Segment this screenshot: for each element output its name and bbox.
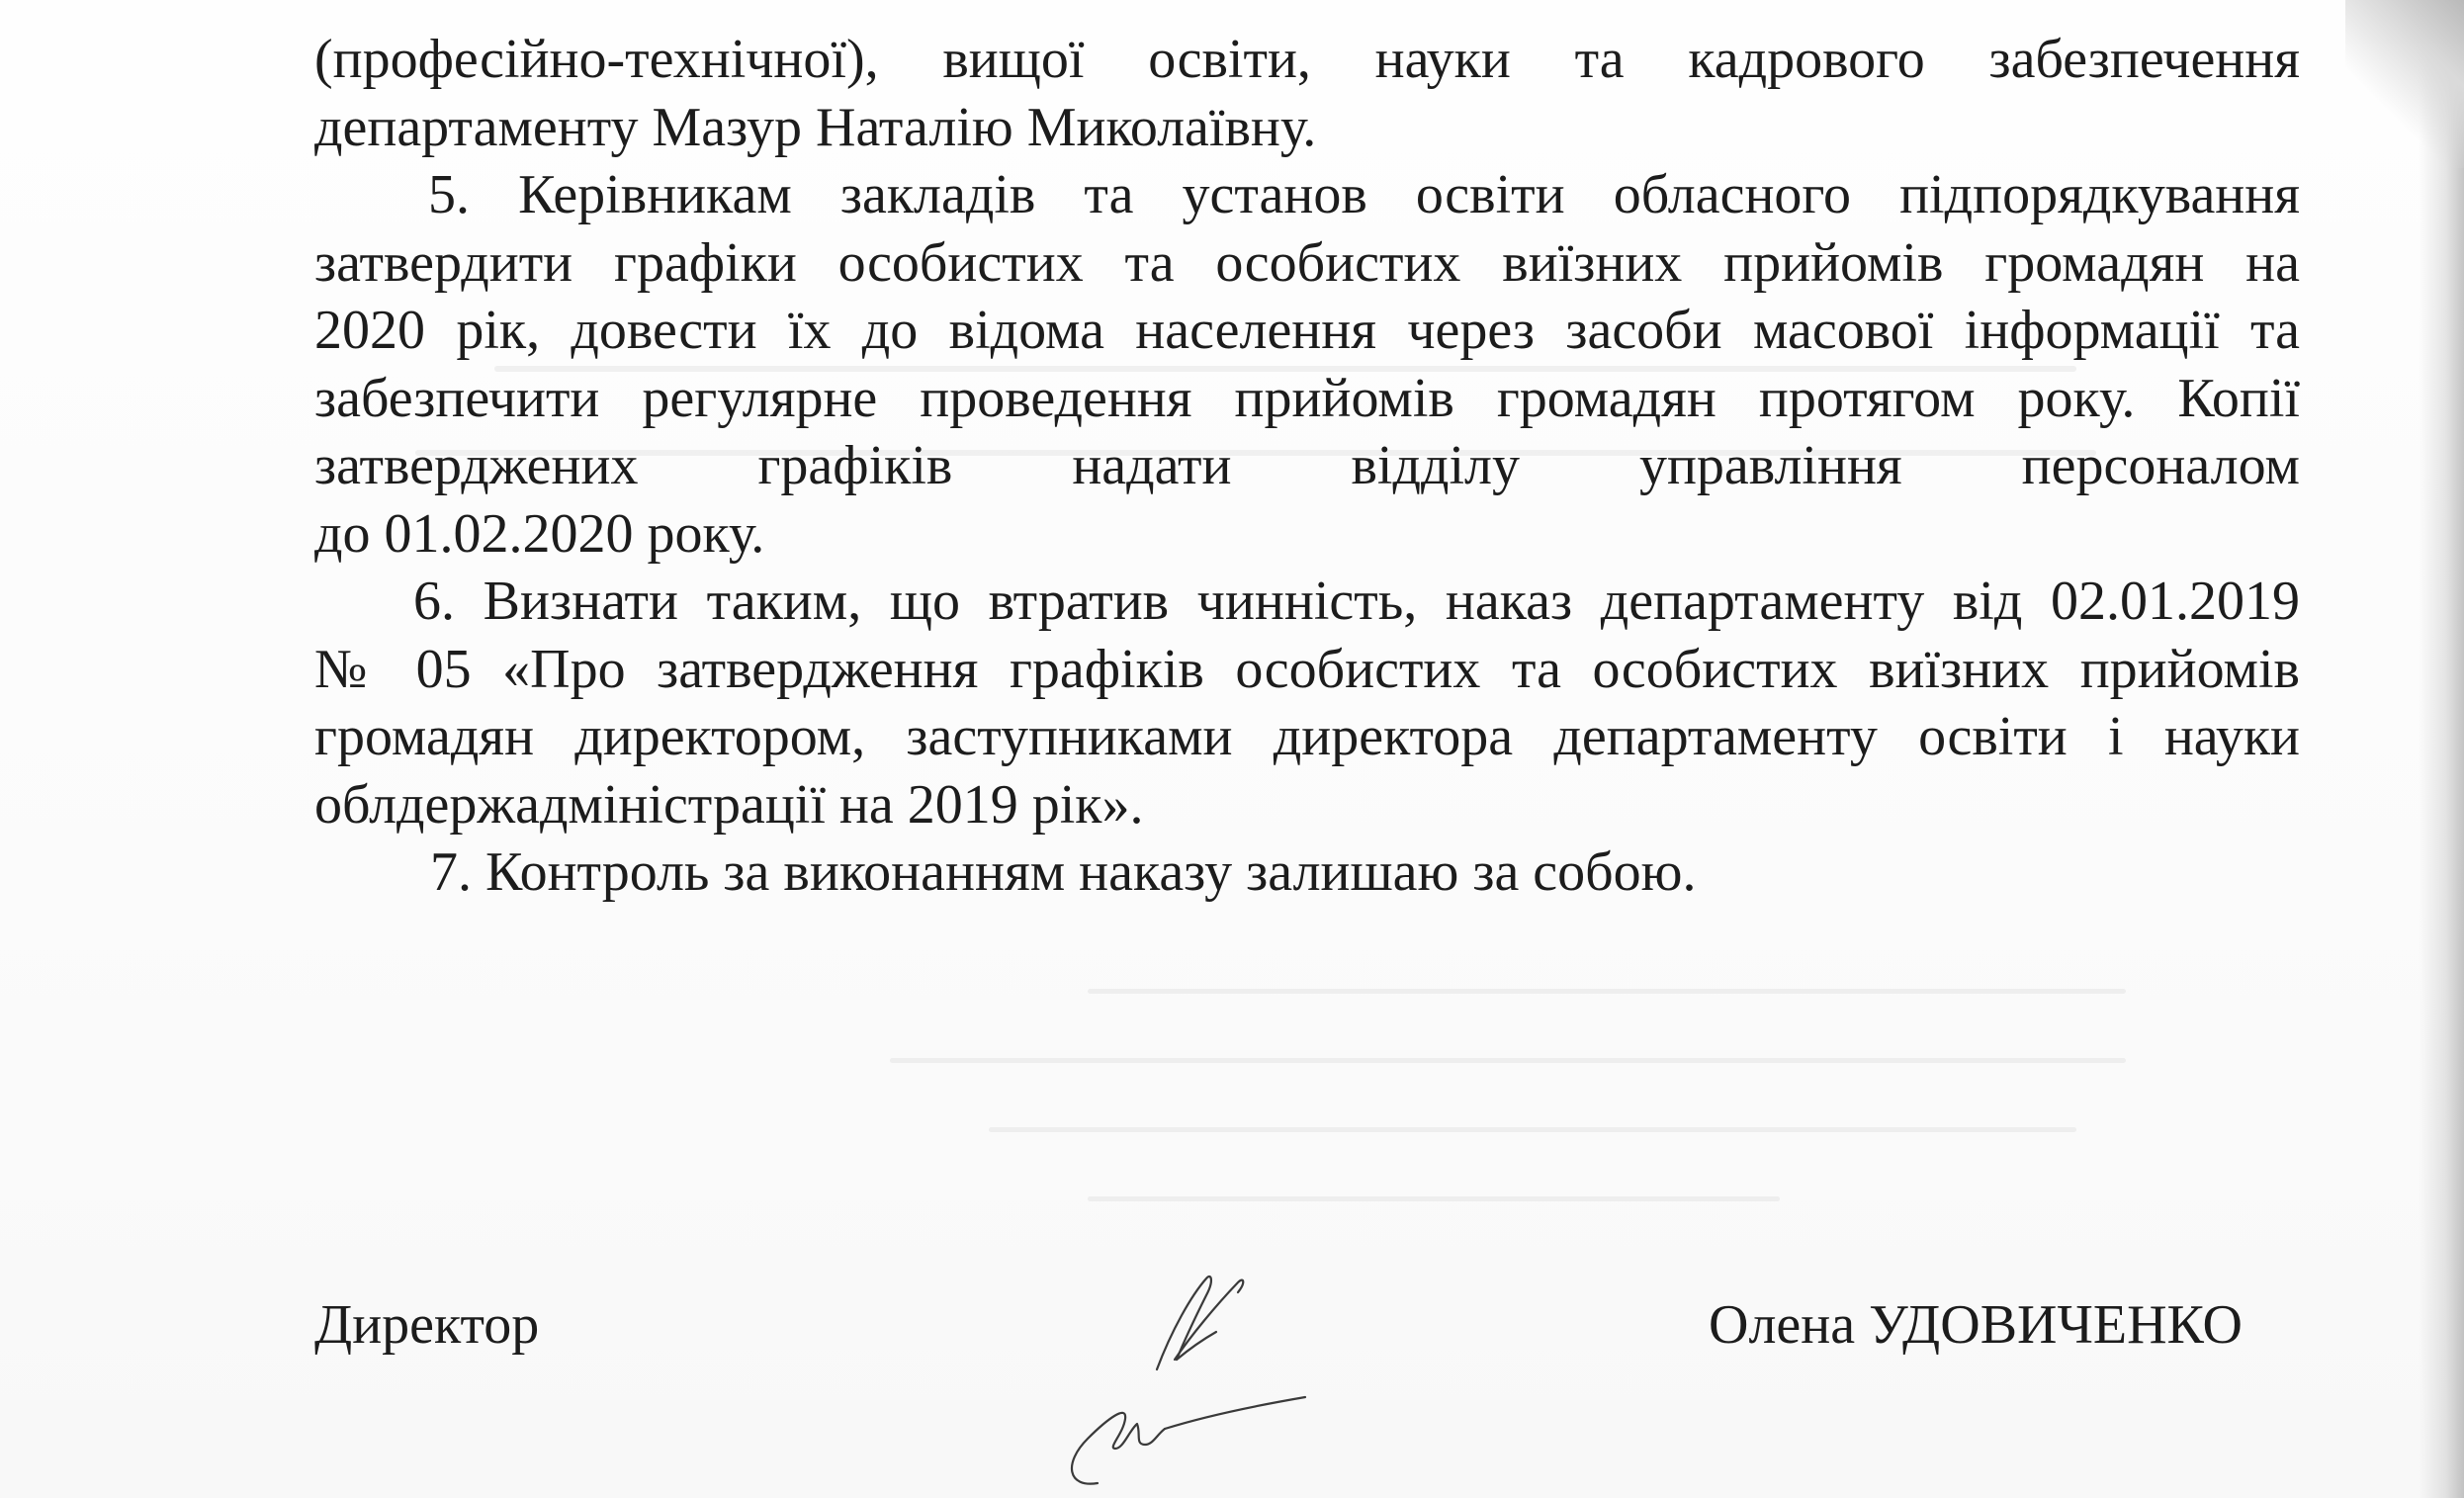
bleed-through-mark	[989, 1127, 2076, 1132]
text-line: до 01.02.2020 року.	[314, 502, 765, 565]
text-line: департаменту Мазур Наталію Миколаївну.	[314, 96, 1317, 158]
signer-name: Олена УДОВИЧЕНКО	[1709, 1294, 2243, 1356]
paragraph-item-6	[314, 568, 2300, 838]
paragraph-intro-tail	[314, 26, 2300, 161]
text-line: (професійно-технічної), вищої освіти, науки та кадрового забезпечення	[314, 29, 2300, 90]
document-body	[314, 26, 2300, 907]
text-line: 6. Визнати таким, що втратив чинність, наказ департаменту від 02.01.2019	[413, 571, 2300, 632]
paragraph-item-7	[314, 838, 2300, 907]
text-line: затверджених графіків надати відділу управління персоналом	[314, 435, 2300, 496]
text-line: № 05 «Про затвердження графіків особистих та особистих виїзних прийомів	[314, 638, 2300, 700]
text-line: забезпечити регулярне проведення прийомів громадян протягом року. Копії	[314, 367, 2300, 429]
paragraph-item-5	[314, 161, 2300, 568]
handwritten-signature	[1009, 1261, 1335, 1498]
text-line: 7. Контроль за виконанням наказу залишаю за собою.	[430, 841, 1697, 903]
text-line: затвердити графіки особистих та особистих виїзних прийомів громадян на	[314, 231, 2300, 294]
bleed-through-mark	[1088, 989, 2126, 994]
paper-edge-shadow	[2419, 0, 2464, 1498]
paper-corner-fold	[2345, 0, 2464, 168]
bleed-through-mark	[890, 1058, 2126, 1063]
text-line: 5. Керівникам закладів та установ освіти обласного підпорядкування	[428, 164, 2300, 225]
text-line: облдержадміністрації на 2019 рік».	[314, 773, 1144, 836]
text-line: громадян директором, заступниками директора департаменту освіти і науки	[314, 706, 2300, 767]
position-title: Директор	[314, 1294, 540, 1356]
text-line: 2020 рік, довести їх до відома населення через засоби масової інформації та	[314, 300, 2300, 361]
bleed-through-mark	[1088, 1196, 1780, 1201]
